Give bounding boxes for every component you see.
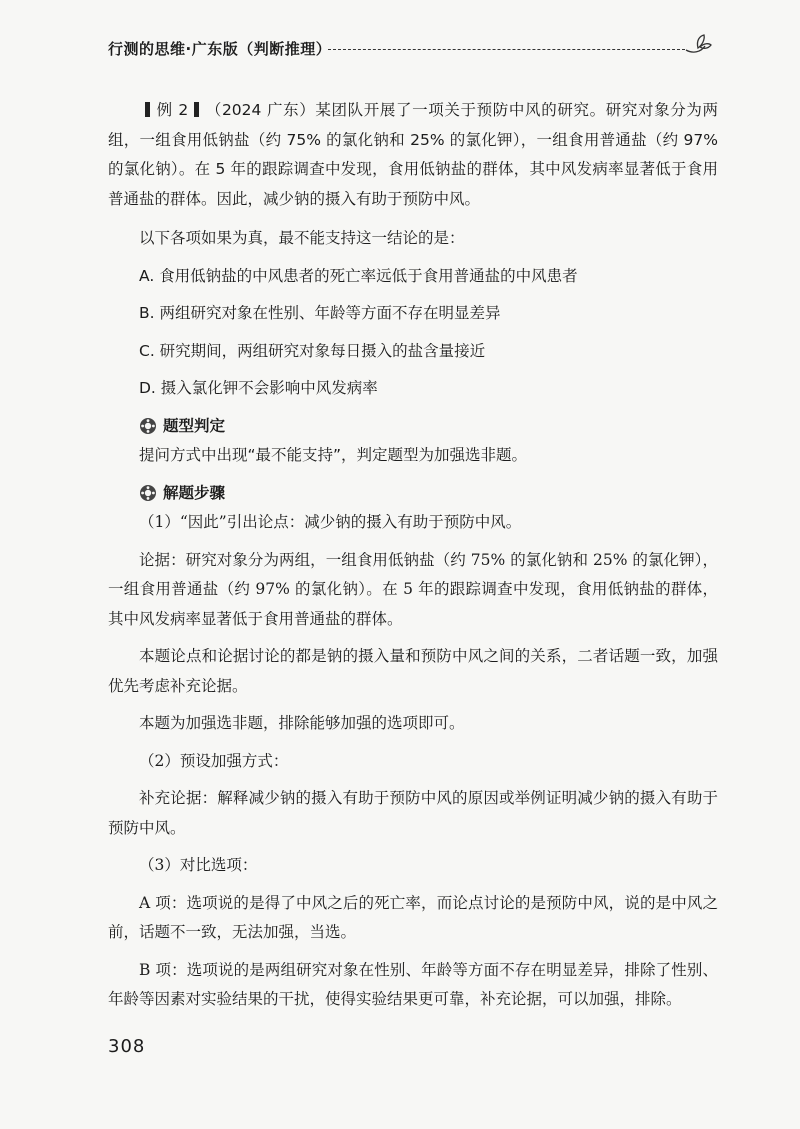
step3-option-b: B 项：选项说的是两组研究对象在性别、年龄等方面不存在明显差异，排除了性别、年龄等因素对实验结果的干扰，使得实验结果更可靠，补充论据，可以加强，排除。 — [108, 960, 718, 1008]
option-a: A. 食用低钠盐的中风患者的死亡率远低于食用普通盐的中风患者 — [139, 266, 578, 285]
step1-evidence: 论据：研究对象分为两组，一组食用低钠盐（约 75% 的氯化钠和 25% 的氯化钾），一组食用普通盐（约 97% 的氯化钠）。在 5 年的跟踪调查中发现，食用低钠盐的群体，其中风发病率显著低于食用普通盐的群体。 — [108, 550, 718, 628]
option-b: B. 两组研究对象在性别、年龄等方面不存在明显差异 — [139, 304, 501, 322]
steps-section-heading — [108, 479, 718, 509]
steps-section-title: 解题步骤 — [163, 483, 226, 502]
running-header — [108, 36, 713, 62]
page-number: 308 — [108, 1036, 146, 1057]
step1-conclusion: 本题为加强选非题，排除能够加强的选项即可。 — [139, 714, 465, 732]
step2-title: （2）预设加强方式： — [139, 751, 289, 770]
flower-icon — [139, 417, 157, 435]
example-source: （2024 广东） — [205, 101, 316, 119]
step2-text: 补充论据：解释减少钠的摄入有助于预防中风的原因或举例证明减少钠的摄入有助于预防中风。 — [108, 789, 718, 837]
question-text: 以下各项如果为真，最不能支持这一结论的是： — [139, 229, 465, 247]
step1-title: （1）“因此”引出论点：减少钠的摄入有助于预防中风。 — [139, 513, 522, 531]
step3-title: （3）对比选项： — [139, 856, 258, 874]
header-dashed-rule — [328, 49, 685, 50]
type-section-title: 题型判定 — [163, 416, 226, 435]
example-stem — [108, 96, 718, 214]
example-label: 例 2 — [156, 101, 189, 119]
type-section-heading — [108, 412, 718, 442]
step1-analysis: 本题论点和论据讨论的都是钠的摄入量和预防中风之间的关系，二者话题一致，加强优先考虑补充论据。 — [108, 647, 718, 695]
header-title: 行测的思维·广东版（判断推理） — [108, 40, 332, 58]
example-stem-text: 某团队开展了一项关于预防中风的研究。研究对象分为两组，一组食用低钠盐（约 75% 的氯化钠和 25% 的氯化钾），一组食用普通盐（约 97% 的氯化钠）。在 5 年的跟踪调查中发现，食用低钠盐的群体，其中风发病率显著低于食用普通盐的群体。因此，减少钠的摄入有助于预防中风。 — [108, 101, 718, 208]
sprout-icon — [683, 28, 713, 58]
page-content — [108, 96, 718, 1015]
step3-option-a: A 项：选项说的是得了中风之后的死亡率，而论点讨论的是预防中风，说的是中风之前，话题不一致，无法加强，当选。 — [108, 893, 718, 941]
example-marker-left — [145, 102, 150, 117]
type-section-text: 提问方式中出现“最不能支持”，判定题型为加强选非题。 — [139, 446, 528, 464]
example-marker-right — [194, 102, 199, 117]
flower-icon — [139, 484, 157, 502]
option-c: C. 研究期间，两组研究对象每日摄入的盐含量接近 — [139, 341, 486, 360]
option-d: D. 摄入氯化钾不会影响中风发病率 — [139, 379, 378, 397]
